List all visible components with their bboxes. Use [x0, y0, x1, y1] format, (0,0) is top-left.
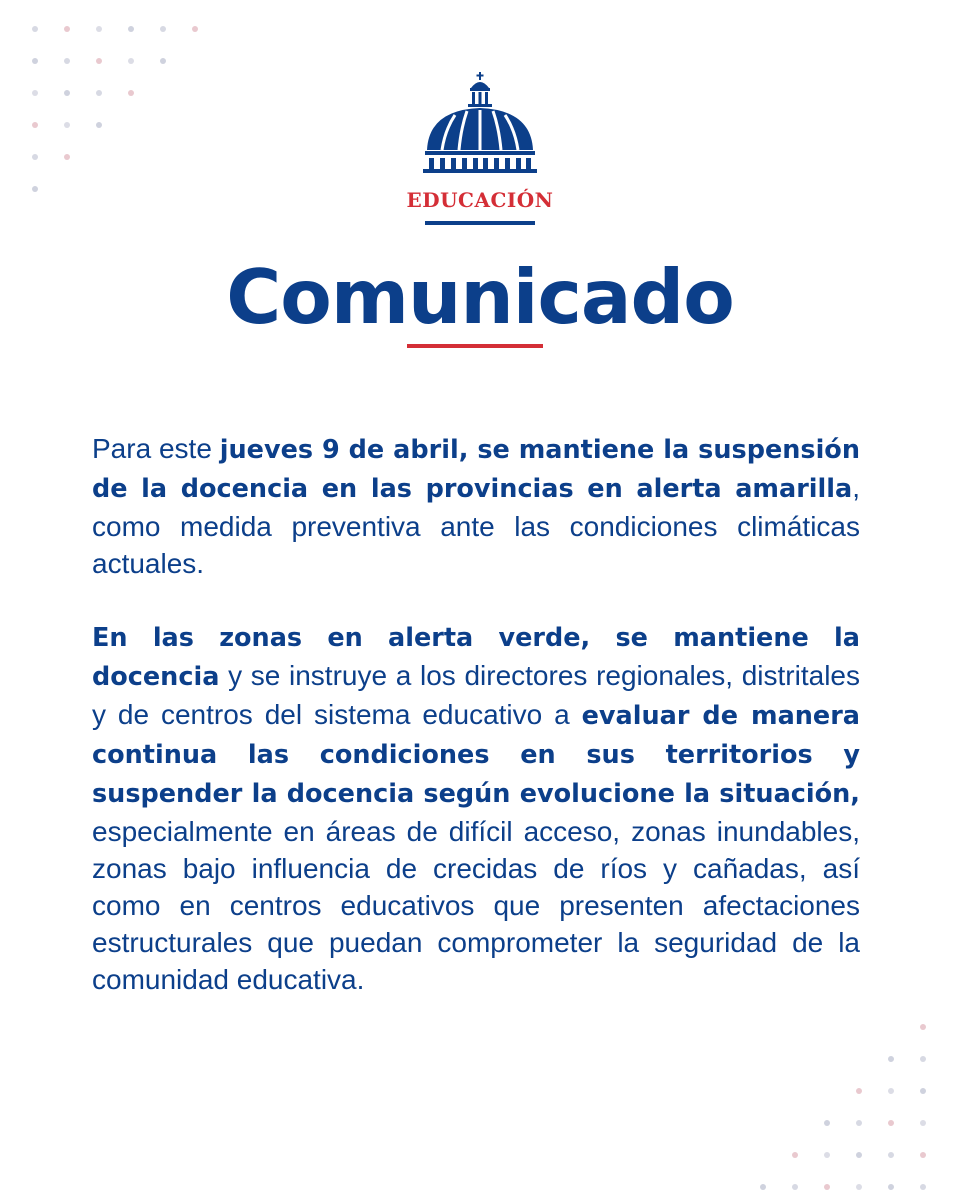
decorative-dot	[32, 154, 38, 160]
decorative-dot	[32, 186, 38, 192]
decorative-dot	[128, 58, 134, 64]
decorative-dot	[128, 186, 134, 192]
capitol-dome-icon	[405, 70, 555, 190]
decorative-dot	[824, 1024, 830, 1030]
decorative-dot	[888, 1024, 894, 1030]
decorative-dot	[192, 186, 198, 192]
decorative-dot	[96, 90, 102, 96]
decorative-dot	[96, 154, 102, 160]
decorative-dot	[32, 90, 38, 96]
decorative-dot	[128, 90, 134, 96]
decorative-dot	[760, 1152, 766, 1158]
decorative-dot	[760, 1088, 766, 1094]
paragraph-1-text-a: Para este	[92, 433, 220, 464]
decorative-dot	[856, 1024, 862, 1030]
decorative-dot	[128, 26, 134, 32]
decorative-dot	[96, 58, 102, 64]
decorative-dots-top-left	[32, 26, 198, 192]
decorative-dot	[160, 122, 166, 128]
logo-underline	[425, 221, 535, 225]
decorative-dot	[96, 122, 102, 128]
decorative-dot	[856, 1056, 862, 1062]
paragraph-2-bold-a: En las zonas en alerta verde, se mantiene la docencia	[92, 623, 860, 692]
decorative-dot	[920, 1024, 926, 1030]
decorative-dot	[32, 122, 38, 128]
decorative-dot	[824, 1088, 830, 1094]
title-underline	[407, 344, 543, 348]
decorative-dot	[128, 154, 134, 160]
decorative-dot	[888, 1056, 894, 1062]
decorative-dot	[920, 1088, 926, 1094]
decorative-dot	[856, 1152, 862, 1158]
education-logo	[405, 70, 555, 230]
decorative-dot	[760, 1184, 766, 1190]
decorative-dot	[760, 1120, 766, 1126]
decorative-dot	[888, 1088, 894, 1094]
decorative-dot	[192, 122, 198, 128]
logo-wordmark: EDUCACIÓN	[406, 188, 554, 212]
paragraph-2-text-b: especialmente en áreas de difícil acceso, zonas inundables, zonas bajo influencia de crecidas de ríos y cañadas, así como en centros educativos que presenten afectaciones estructurales que puedan comprometer la seguridad de la comunidad educativa.	[92, 816, 860, 995]
decorative-dot	[824, 1184, 830, 1190]
page-title: Comunicado	[226, 253, 734, 341]
decorative-dot	[32, 26, 38, 32]
decorative-dot	[920, 1152, 926, 1158]
decorative-dot	[792, 1120, 798, 1126]
decorative-dot	[160, 186, 166, 192]
paragraph-1	[92, 430, 860, 582]
decorative-dot	[96, 186, 102, 192]
paragraph-1-text-b: , como medida preventiva ante las condiciones climáticas actuales.	[92, 472, 860, 579]
decorative-dots-bottom-right	[760, 1024, 926, 1190]
decorative-dot	[96, 26, 102, 32]
decorative-dot	[192, 58, 198, 64]
decorative-dot	[192, 26, 198, 32]
decorative-dot	[824, 1120, 830, 1126]
decorative-dot	[160, 26, 166, 32]
decorative-dot	[760, 1024, 766, 1030]
decorative-dot	[64, 122, 70, 128]
decorative-dot	[792, 1184, 798, 1190]
decorative-dot	[856, 1184, 862, 1190]
decorative-dot	[792, 1056, 798, 1062]
decorative-dot	[64, 186, 70, 192]
paragraph-2-text-a: y se instruye a los directores regionales, distritales y de centros del sistema educativo a	[92, 660, 860, 730]
decorative-dot	[160, 90, 166, 96]
paragraph-2	[92, 618, 860, 998]
decorative-dot	[856, 1088, 862, 1094]
decorative-dot	[888, 1184, 894, 1190]
decorative-dot	[160, 154, 166, 160]
decorative-dot	[192, 154, 198, 160]
decorative-dot	[128, 122, 134, 128]
decorative-dot	[792, 1152, 798, 1158]
decorative-dot	[64, 58, 70, 64]
paragraph-2-bold-b: evaluar de manera continua las condiciones en sus territorios y suspender la docencia según evolucione la situación,	[92, 701, 861, 809]
paragraph-1-bold-a: jueves 9 de abril, se mantiene la suspensión de la docencia en las provincias en alerta amarilla	[92, 435, 860, 504]
decorative-dot	[888, 1152, 894, 1158]
decorative-dot	[920, 1056, 926, 1062]
decorative-dot	[824, 1056, 830, 1062]
decorative-dot	[824, 1152, 830, 1158]
decorative-dot	[920, 1120, 926, 1126]
decorative-dot	[792, 1024, 798, 1030]
decorative-dot	[64, 154, 70, 160]
decorative-dot	[64, 90, 70, 96]
decorative-dot	[920, 1184, 926, 1190]
decorative-dot	[160, 58, 166, 64]
decorative-dot	[64, 26, 70, 32]
decorative-dot	[856, 1120, 862, 1126]
decorative-dot	[32, 58, 38, 64]
decorative-dot	[792, 1088, 798, 1094]
decorative-dot	[888, 1120, 894, 1126]
decorative-dot	[192, 90, 198, 96]
decorative-dot	[760, 1056, 766, 1062]
